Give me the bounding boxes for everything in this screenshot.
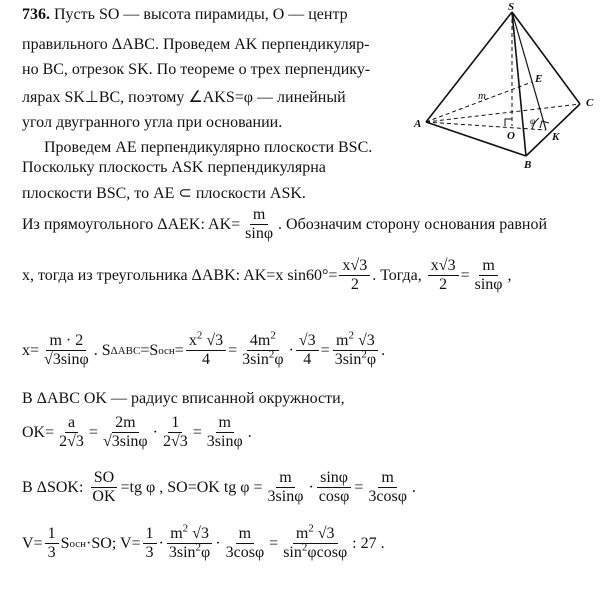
p1-line-0: Пусть SO — высота пирамиды, O — центр: [50, 6, 348, 23]
frac-m-sinphi-b: $\frac{m}{\sin\varphi}$: [474, 257, 503, 293]
problem-line-1: [22, 5, 348, 25]
line-aek: [22, 206, 547, 243]
v-pre: V=: [22, 534, 43, 552]
line-ok-text: В ΔABC OK — радиус вписанной окружности,: [22, 390, 345, 407]
label-phi: φ: [530, 116, 535, 126]
p2-line-2: плоскости BSC, то AE ⊂ плоскости ASK.: [22, 185, 306, 202]
label-m: m: [478, 90, 486, 102]
frac-m-3sinphi: $\frac{m}{3\sin\varphi}$: [267, 469, 304, 505]
frac-so-ok: $\frac{SO}{OK}$: [92, 469, 116, 505]
v-end: : 27 .: [352, 534, 385, 552]
frac-1-3b: $\frac{1}{3}$: [143, 525, 157, 562]
frac-x-sqrt3-2b: $\frac{x√3}{2}$: [428, 257, 459, 294]
frac-ok-result: $\frac{m}{3\sin\varphi}$: [206, 414, 243, 450]
label-o: O: [507, 130, 515, 142]
frac-1-3: $\frac{1}{3}$: [45, 525, 59, 562]
frac-x2-sqrt3-4: $\frac{x^2 √3}{4}$: [186, 332, 226, 369]
v-s: S: [60, 534, 70, 552]
pyramid-diagram: [412, 0, 608, 170]
frac-m-sinphi: $\frac{m}{\sin\varphi}$: [245, 206, 274, 242]
frac-area-result: $\frac{m^2 √3}{3\sin^2\varphi}$: [334, 329, 377, 368]
p1-line-1: правильного ΔABC. Проведем AK перпендикуляр-: [22, 36, 370, 53]
label-k: K: [552, 131, 560, 143]
abk-mid: . Тогда,: [372, 266, 422, 284]
line-sok: В ΔSOK: $\frac{SO}{OK}$ =tg φ , SO=OK tg φ = $\frac{m}{3\sin\varphi}$ · $\frac{\sin\varphi}{\cos\varphi}$ = $\frac{m}{3\cos\varphi}$ .: [22, 469, 416, 505]
line-x-area: x= $\frac{m \cdot 2}{√3\sin\varphi}$ . S ΔABC =S осн = $\frac{x^2 √3}{4}$ = $\frac{4m^2}{3\sin^2\varphi}$ · $\frac{√3}{4}$ = $\frac{m^2 √3}{3\sin^2\varphi}$ .: [22, 329, 386, 368]
ok-pre: OK=: [22, 423, 55, 441]
label-c: C: [586, 97, 594, 109]
edge-sa: [426, 12, 512, 122]
frac-1-2sqrt3: $\frac{1}{2√3}$: [162, 414, 188, 450]
frac-x-value: $\frac{m \cdot 2}{√3\sin\varphi}$: [44, 332, 89, 368]
frac-4m2: $\frac{4m^2}{3\sin^2\varphi}$: [242, 329, 284, 368]
line-abk: x, тогда из треугольника ΔABK: AK=x sin60°= $\frac{x√3}{2}$ . Тогда, $\frac{x√3}{2}$ = $\frac{m}{\sin\varphi}$ ,: [22, 257, 512, 293]
sok-pre: В ΔSOK:: [22, 478, 84, 496]
frac-2m: $\frac{2m}{√3\sin\varphi}$: [102, 414, 148, 450]
aek-post: . Обозначим сторону основания равной: [278, 215, 548, 233]
label-e: E: [535, 73, 543, 85]
problem-number: 736.: [22, 6, 50, 23]
p1-line-4: угол двугранного угла при основании.: [22, 114, 283, 131]
x-eq: x=: [22, 341, 40, 359]
label-s: S: [508, 1, 515, 13]
s-label: . S: [93, 341, 111, 359]
abk-pre: x, тогда из треугольника ΔABK: AK=x sin60°=: [22, 266, 338, 284]
frac-v-area: $\frac{m^2 √3}{3\sin^2\varphi}$: [168, 522, 211, 561]
p1-line-2: но BC, отрезок SK. По теореме о трех перпендику-: [22, 61, 371, 78]
frac-so-result: $\frac{m}{3\cos\varphi}$: [368, 469, 407, 505]
frac-sin-cos: $\frac{\sin\varphi}{\cos\varphi}$: [318, 469, 350, 505]
frac-sqrt3-4: $\frac{√3}{4}$: [296, 332, 319, 369]
edge-sc: [512, 12, 580, 104]
aek-pre: Из прямоугольного ΔAEK: AK=: [22, 215, 241, 233]
right-angle-o: [505, 119, 512, 126]
frac-x-sqrt3-2: $\frac{x√3}{2}$: [339, 257, 370, 294]
s-eq: =S: [140, 341, 159, 359]
v-so: ·SO; V=: [86, 534, 141, 552]
p2-line-0: Проведем AE перпендикулярно плоскости BSC.: [44, 139, 373, 156]
label-b: B: [524, 159, 532, 170]
line-volume: V= $\frac{1}{3}$ S осн ·SO; V= $\frac{1}{3}$ · $\frac{m^2 √3}{3\sin^2\varphi}$ · $\frac{m}{3\cos\varphi}$ = $\frac{m^2 √3}{\sin^2\varphi\cos\varphi}$ : 27 .: [22, 522, 385, 561]
label-a: A: [414, 118, 422, 130]
frac-v-result: $\frac{m^2 √3}{\sin^2\varphi\cos\varphi}$: [283, 522, 348, 561]
line-ok: OK= $\frac{a}{2√3}$ = $\frac{2m}{√3\sin\varphi}$ · $\frac{1}{2√3}$ = $\frac{m}{3\sin\varphi}$ .: [22, 414, 252, 450]
p1-line-3: лярах SK⊥BC, поэтому ∠AKS=φ — линейный: [22, 89, 346, 106]
edge-bc: [526, 104, 580, 156]
frac-a-2sqrt3: $\frac{a}{2√3}$: [59, 414, 84, 450]
p2-line-1: Поскольку плоскость ASK перпендикулярна: [22, 159, 326, 176]
sok-tg: =tg φ , SO=OK tg φ =: [120, 478, 263, 496]
frac-v-height: $\frac{m}{3\cos\varphi}$: [225, 525, 265, 561]
